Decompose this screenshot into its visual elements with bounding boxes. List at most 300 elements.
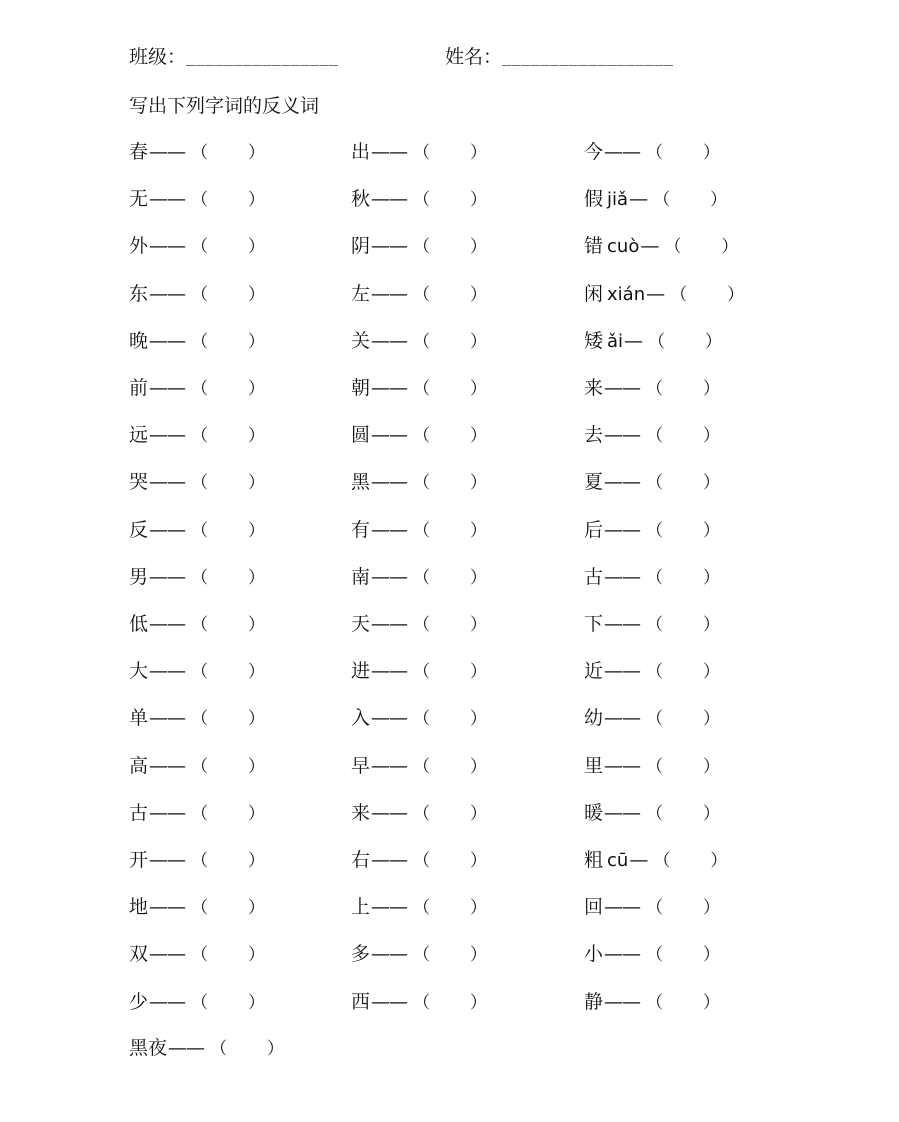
prompt-word: 秋: [351, 188, 371, 210]
paren-close: ）: [470, 709, 488, 729]
paren-open: （: [653, 851, 671, 871]
paren-open: （: [646, 568, 664, 588]
antonym-row: [0, 845, 899, 875]
antonym-row: [0, 562, 899, 592]
pinyin-hint: cū: [607, 850, 629, 871]
paren-close: ）: [710, 851, 728, 871]
antonym-item: [129, 751, 265, 782]
paren-open: （: [646, 898, 664, 918]
paren-close: ）: [721, 237, 739, 257]
prompt-word: 前: [129, 377, 149, 399]
prompt-word: 外: [129, 235, 149, 257]
prompt-word: 东: [129, 283, 149, 305]
prompt-word: 反: [129, 519, 149, 541]
dash: ——: [149, 755, 186, 777]
dash: ——: [149, 330, 186, 352]
answer-blank: [191, 421, 265, 451]
answer-blank: [648, 327, 722, 357]
paren-close: ）: [703, 662, 721, 682]
paren-open: （: [646, 379, 664, 399]
answer-blank: [413, 563, 487, 593]
paren-open: （: [646, 757, 664, 777]
dash: ——: [149, 283, 186, 305]
antonym-item: [584, 467, 720, 498]
dash: ——: [604, 377, 641, 399]
dash: ——: [604, 424, 641, 446]
antonym-item: [351, 987, 487, 1018]
antonym-item: [584, 656, 720, 687]
antonym-item: [351, 326, 487, 357]
paren-close: ）: [470, 379, 488, 399]
antonym-item: [584, 279, 744, 310]
prompt-word: 去: [584, 424, 604, 446]
paren-close: ）: [703, 898, 721, 918]
antonym-item: [584, 703, 720, 734]
paren-open: （: [191, 615, 209, 635]
prompt-word: 阴: [351, 235, 371, 257]
paren-open: （: [413, 379, 431, 399]
prompt-word: 闲: [584, 283, 604, 305]
answer-blank: [646, 374, 720, 404]
answer-blank: [191, 610, 265, 640]
prompt-word: 晚: [129, 330, 149, 352]
answer-blank: [413, 704, 487, 734]
antonym-item: [584, 420, 720, 451]
paren-close: ）: [470, 143, 488, 163]
paren-close: ）: [470, 473, 488, 493]
paren-close: ）: [248, 332, 266, 352]
answer-blank: [646, 893, 720, 923]
answer-blank: [413, 657, 487, 687]
prompt-word: 高: [129, 755, 149, 777]
prompt-word: 天: [351, 613, 371, 635]
prompt-word: 古: [129, 802, 149, 824]
antonym-item: [351, 798, 487, 829]
dash: ——: [149, 566, 186, 588]
paren-open: （: [413, 615, 431, 635]
paren-close: ）: [248, 473, 266, 493]
answer-blank: [653, 846, 727, 876]
dash: ——: [149, 660, 186, 682]
prompt-word: 假: [584, 188, 604, 210]
paren-open: （: [191, 190, 209, 210]
antonym-row: [0, 279, 899, 309]
dash: —: [629, 849, 648, 871]
dash: ——: [149, 896, 186, 918]
paren-close: ）: [703, 379, 721, 399]
dash: ——: [149, 613, 186, 635]
antonym-item: [584, 798, 720, 829]
prompt-word: 双: [129, 943, 149, 965]
dash: ——: [371, 330, 408, 352]
antonym-row: [0, 987, 899, 1017]
dash: —: [646, 283, 665, 305]
answer-blank: [413, 799, 487, 829]
paren-close: ）: [248, 285, 266, 305]
antonym-item: [129, 939, 265, 970]
dash: ——: [371, 896, 408, 918]
dash: ——: [149, 802, 186, 824]
dash: ——: [604, 755, 641, 777]
paren-open: （: [191, 993, 209, 1013]
paren-close: ）: [710, 190, 728, 210]
paren-close: ）: [248, 568, 266, 588]
antonym-item: [129, 845, 265, 876]
paren-open: （: [191, 379, 209, 399]
answer-blank: [191, 799, 265, 829]
answer-blank: [191, 893, 265, 923]
answer-blank: [646, 516, 720, 546]
dash: ——: [149, 519, 186, 541]
prompt-word: 入: [351, 707, 371, 729]
antonym-item: [129, 137, 265, 168]
dash: ——: [371, 707, 408, 729]
prompt-word: 左: [351, 283, 371, 305]
paren-open: （: [413, 945, 431, 965]
pinyin-hint: xián: [607, 284, 646, 305]
antonym-item: [129, 326, 265, 357]
answer-blank: [646, 138, 720, 168]
paren-close: ）: [248, 757, 266, 777]
paren-close: ）: [248, 379, 266, 399]
antonym-row: [0, 656, 899, 686]
antonym-row: [0, 751, 899, 781]
antonym-row: [0, 137, 899, 167]
paren-open: （: [413, 190, 431, 210]
antonym-item: [129, 892, 265, 923]
dash: ——: [149, 471, 186, 493]
dash: ——: [604, 141, 641, 163]
paren-open: （: [191, 898, 209, 918]
prompt-word: 来: [351, 802, 371, 824]
dash: ——: [604, 707, 641, 729]
antonym-item: [351, 467, 487, 498]
prompt-word: 上: [351, 896, 371, 918]
antonym-row: [0, 326, 899, 356]
answer-blank: [413, 421, 487, 451]
paren-close: ）: [470, 945, 488, 965]
antonym-item: [584, 609, 720, 640]
paren-close: ）: [248, 709, 266, 729]
antonym-item: [584, 326, 722, 357]
prompt-word: 矮: [584, 330, 604, 352]
answer-blank: [664, 232, 738, 262]
answer-blank: [191, 752, 265, 782]
dash: ——: [149, 188, 186, 210]
paren-open: （: [191, 757, 209, 777]
prompt-word: 错: [584, 235, 604, 257]
answer-blank: [413, 185, 487, 215]
paren-open: （: [413, 757, 431, 777]
dash: ——: [604, 943, 641, 965]
dash: —: [624, 330, 643, 352]
dash: ——: [149, 424, 186, 446]
dash: ——: [604, 519, 641, 541]
paren-close: ）: [470, 804, 488, 824]
antonym-row: [0, 184, 899, 214]
paren-close: ）: [248, 521, 266, 541]
antonym-item: [351, 751, 487, 782]
antonym-item: [129, 703, 265, 734]
antonym-item: [351, 137, 487, 168]
antonym-item: [351, 562, 487, 593]
prompt-word: 男: [129, 566, 149, 588]
paren-open: （: [210, 1039, 228, 1059]
prompt-word: 春: [129, 141, 149, 163]
answer-blank: [413, 138, 487, 168]
name-field: [445, 42, 674, 69]
prompt-word: 低: [129, 613, 149, 635]
prompt-word: 有: [351, 519, 371, 541]
answer-blank: [646, 468, 720, 498]
paren-close: ）: [703, 945, 721, 965]
prompt-word: 回: [584, 896, 604, 918]
dash: ——: [371, 613, 408, 635]
prompt-word: 圆: [351, 424, 371, 446]
dash: ——: [149, 707, 186, 729]
antonym-item: [351, 939, 487, 970]
answer-blank: [191, 940, 265, 970]
antonym-row: [0, 515, 899, 545]
dash: ——: [371, 566, 408, 588]
pinyin-hint: cuò: [607, 236, 640, 257]
answer-blank: [413, 280, 487, 310]
paren-open: （: [191, 709, 209, 729]
prompt-word: 古: [584, 566, 604, 588]
paren-close: ）: [248, 945, 266, 965]
dash: ——: [149, 141, 186, 163]
paren-close: ）: [703, 615, 721, 635]
paren-open: （: [413, 473, 431, 493]
antonym-item: [129, 656, 265, 687]
paren-close: ）: [248, 615, 266, 635]
paren-open: （: [646, 709, 664, 729]
antonym-item: [129, 562, 265, 593]
paren-close: ）: [248, 662, 266, 682]
answer-blank: [191, 327, 265, 357]
dash: ——: [371, 235, 408, 257]
prompt-word: 开: [129, 849, 149, 871]
dash: ——: [371, 849, 408, 871]
paren-close: ）: [470, 190, 488, 210]
dash: ——: [371, 188, 408, 210]
paren-close: ）: [703, 993, 721, 1013]
paren-open: （: [191, 851, 209, 871]
paren-open: （: [413, 332, 431, 352]
antonym-item: [351, 279, 487, 310]
antonym-row: [0, 420, 899, 450]
answer-blank: [646, 988, 720, 1018]
paren-open: （: [413, 568, 431, 588]
paren-close: ）: [470, 521, 488, 541]
prompt-word: 地: [129, 896, 149, 918]
prompt-word: 朝: [351, 377, 371, 399]
answer-blank: [191, 563, 265, 593]
antonym-item: [129, 279, 265, 310]
paren-open: （: [413, 804, 431, 824]
prompt-word: 早: [351, 755, 371, 777]
answer-blank: [653, 185, 727, 215]
answer-blank: [191, 232, 265, 262]
class-field: [129, 42, 339, 69]
paren-open: （: [646, 426, 664, 446]
dash: ——: [604, 991, 641, 1013]
antonym-item: [584, 184, 727, 215]
answer-blank: [413, 752, 487, 782]
antonym-item: [129, 420, 265, 451]
paren-close: ）: [470, 568, 488, 588]
pinyin-hint: jiǎ: [607, 189, 629, 210]
paren-close: ）: [248, 190, 266, 210]
antonym-item: [129, 515, 265, 546]
dash: ——: [371, 519, 408, 541]
name-label: 姓名：: [445, 46, 503, 68]
paren-open: （: [413, 143, 431, 163]
paren-close: ）: [248, 237, 266, 257]
dash: ——: [149, 235, 186, 257]
prompt-word: 夏: [584, 471, 604, 493]
antonym-row: [0, 939, 899, 969]
paren-open: （: [191, 285, 209, 305]
prompt-word: 小: [584, 943, 604, 965]
paren-close: ）: [703, 804, 721, 824]
answer-blank: [646, 563, 720, 593]
dash: ——: [371, 943, 408, 965]
paren-close: ）: [705, 332, 723, 352]
answer-blank: [646, 752, 720, 782]
answer-blank: [413, 516, 487, 546]
antonym-item: [351, 373, 487, 404]
answer-blank: [646, 421, 720, 451]
dash: ——: [604, 613, 641, 635]
answer-blank: [413, 988, 487, 1018]
paren-close: ）: [248, 426, 266, 446]
paren-close: ）: [470, 898, 488, 918]
dash: ——: [371, 991, 408, 1013]
antonym-item: [351, 609, 487, 640]
antonym-item: [351, 184, 487, 215]
antonym-item: [351, 703, 487, 734]
name-blank-line: __________________: [502, 48, 674, 66]
prompt-word: 后: [584, 519, 604, 541]
answer-blank: [413, 893, 487, 923]
paren-open: （: [413, 898, 431, 918]
paren-open: （: [191, 945, 209, 965]
dash: ——: [604, 566, 641, 588]
antonym-row: [0, 609, 899, 639]
antonym-item: [584, 137, 720, 168]
paren-open: （: [646, 473, 664, 493]
paren-open: （: [646, 945, 664, 965]
antonym-item: [584, 939, 720, 970]
answer-blank: [191, 468, 265, 498]
prompt-word: 粗: [584, 849, 604, 871]
antonym-item: [351, 515, 487, 546]
paren-open: （: [413, 851, 431, 871]
prompt-word: 西: [351, 991, 371, 1013]
prompt-word: 少: [129, 991, 149, 1013]
prompt-word: 黑夜: [129, 1037, 168, 1059]
paren-close: ）: [727, 285, 745, 305]
worksheet-header: [129, 42, 829, 72]
paren-close: ）: [470, 757, 488, 777]
paren-open: （: [653, 190, 671, 210]
dash: ——: [149, 849, 186, 871]
answer-blank: [413, 940, 487, 970]
paren-close: ）: [470, 615, 488, 635]
answer-blank: [191, 185, 265, 215]
dash: ——: [371, 377, 408, 399]
dash: ——: [168, 1037, 205, 1059]
paren-open: （: [191, 473, 209, 493]
paren-open: （: [191, 426, 209, 446]
antonym-item: [351, 231, 487, 262]
paren-open: （: [413, 285, 431, 305]
antonym-item: [584, 987, 720, 1018]
paren-open: （: [413, 237, 431, 257]
dash: ——: [371, 283, 408, 305]
paren-close: ）: [470, 993, 488, 1013]
answer-blank: [413, 374, 487, 404]
antonym-item: [129, 184, 265, 215]
dash: ——: [604, 896, 641, 918]
antonym-item: [584, 751, 720, 782]
antonym-row: [0, 892, 899, 922]
paren-close: ）: [248, 851, 266, 871]
dash: —: [640, 235, 659, 257]
prompt-word: 幼: [584, 707, 604, 729]
paren-open: （: [646, 615, 664, 635]
answer-blank: [191, 374, 265, 404]
prompt-word: 黑: [351, 471, 371, 493]
answer-blank: [191, 280, 265, 310]
paren-open: （: [191, 804, 209, 824]
antonym-item-last: [129, 1033, 284, 1064]
dash: ——: [371, 141, 408, 163]
paren-close: ）: [248, 898, 266, 918]
antonym-row: [0, 373, 899, 403]
antonym-item: [584, 562, 720, 593]
dash: ——: [371, 755, 408, 777]
prompt-word: 进: [351, 660, 371, 682]
dash: ——: [371, 471, 408, 493]
dash: —: [629, 188, 648, 210]
paren-open: （: [191, 332, 209, 352]
antonym-item: [351, 420, 487, 451]
class-label: 班级：: [129, 46, 187, 68]
dash: ——: [604, 471, 641, 493]
paren-close: ）: [703, 757, 721, 777]
paren-close: ）: [248, 993, 266, 1013]
antonym-item: [129, 467, 265, 498]
dash: ——: [149, 377, 186, 399]
answer-blank: [413, 846, 487, 876]
antonym-item: [584, 373, 720, 404]
prompt-word: 暖: [584, 802, 604, 824]
answer-blank: [413, 610, 487, 640]
answer-blank: [191, 988, 265, 1018]
dash: ——: [149, 991, 186, 1013]
prompt-word: 静: [584, 991, 604, 1013]
prompt-word: 出: [351, 141, 371, 163]
answer-blank: [670, 280, 744, 310]
prompt-word: 关: [351, 330, 371, 352]
prompt-word: 哭: [129, 471, 149, 493]
paren-open: （: [191, 568, 209, 588]
paren-close: ）: [470, 662, 488, 682]
paren-close: ）: [703, 568, 721, 588]
dash: ——: [149, 943, 186, 965]
